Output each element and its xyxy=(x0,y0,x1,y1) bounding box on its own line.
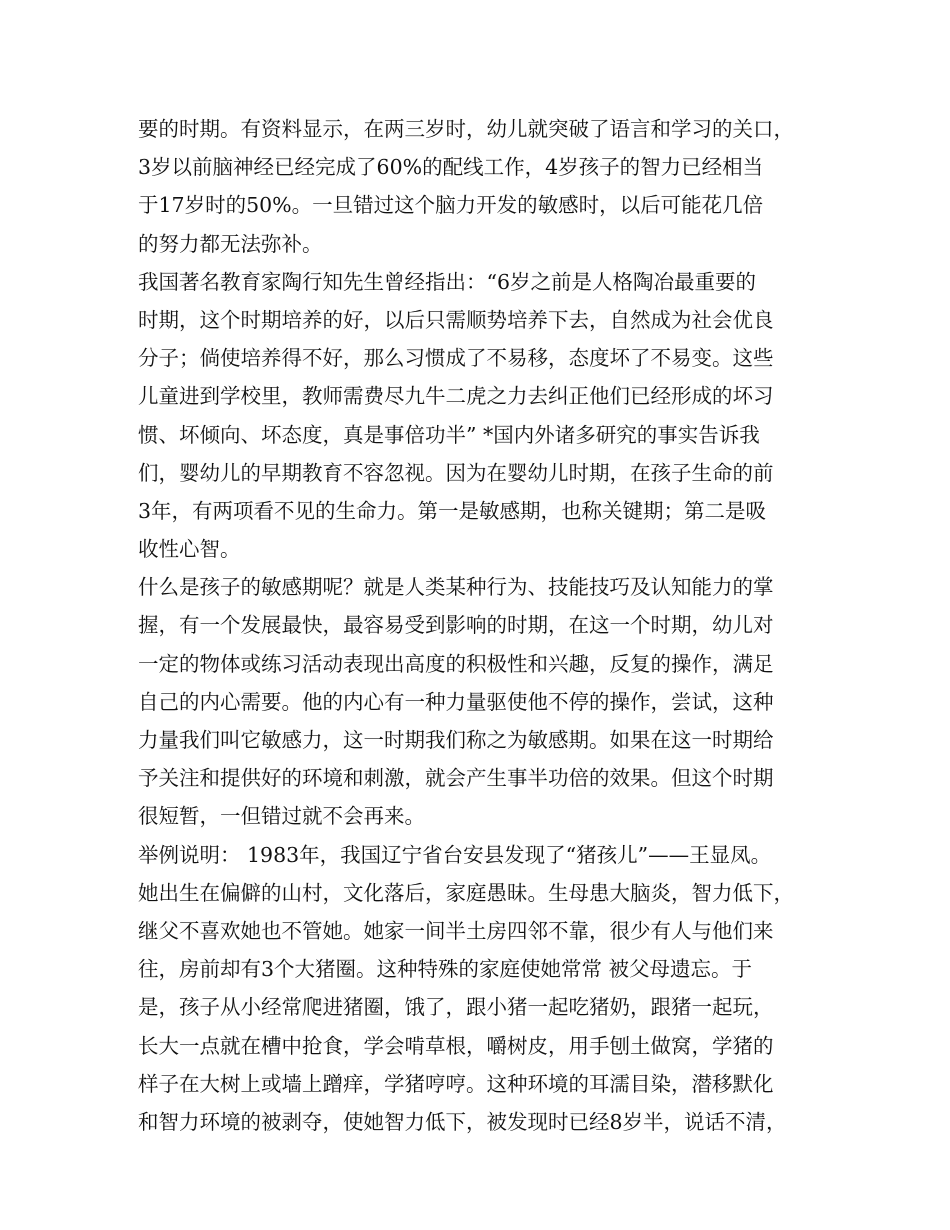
text-line: 什么是孩子的敏感期呢？就是人类某种行为、技能技巧及认知能力的掌 xyxy=(138,575,774,600)
text-line: 时期，这个时期培养的好，以后只需顺势培养下去，自然成为社会优良 xyxy=(138,307,774,332)
text-line: 很短暂，一但错过就不会再来。 xyxy=(138,804,425,829)
text-line: 自己的内心需要。他的内心有一种力量驱使他不停的操作，尝试，这种 xyxy=(138,689,774,714)
text-line: 收性心智。 xyxy=(138,537,241,562)
text-line: 力量我们叫它敏感力，这一时期我们称之为敏感期。如果在这一时期给 xyxy=(138,728,774,752)
text-line: 儿童进到学校里，教师需费尽九牛二虎之力去纠正他们已经形成的坏习 xyxy=(138,384,774,409)
text-line: 分子；倘使培养得不好，那么习惯成了不易移，态度坏了不易变。这些 xyxy=(138,346,774,371)
text-line: 是，孩子从小经常爬进猪圈，饿了，跟小猪一起吃猪奶，跟猪一起玩， xyxy=(138,995,774,1020)
text-line: 和智力环境的被剥夺，使她智力低下，被发现时已经8岁半，说话不清， xyxy=(138,1109,787,1134)
text-line: 要的时期。有资料显示，在两三岁时，幼儿就突破了语言和学习的关口， xyxy=(138,117,794,141)
text-line: 继父不喜欢她也不管她。她家一间半土房四邻不靠，很少有人与他们来 xyxy=(138,918,774,943)
text-line: 她出生在偏僻的山村，文化落后，家庭愚昧。生母患大脑炎，智力低下， xyxy=(138,880,794,905)
text-line: 惯、坏倾向、坏态度，真是事倍功半” *国内外诸多研究的事实告诉我 xyxy=(138,422,760,447)
text-line: 于17岁时的50%。一旦错过这个脑力开发的敏感时，以后可能花几倍 xyxy=(138,193,764,218)
text-line: 举例说明： 1983年，我国辽宁省台安县发现了“猪孩儿”——王显凤。 xyxy=(138,842,772,867)
text-line: 一定的物体或练习活动表现出高度的积极性和兴趣，反复的操作，满足 xyxy=(138,651,774,676)
text-line: 长大一点就在槽中抢食，学会啃草根，嚼树皮，用手刨土做窝，学猪的 xyxy=(138,1033,774,1058)
text-line: 样子在大树上或墙上蹭痒，学猪哼哼。这种环境的耳濡目染，潜移默化 xyxy=(138,1071,774,1096)
text-line: 们，婴幼儿的早期教育不容忽视。因为在婴幼儿时期，在孩子生命的前 xyxy=(138,460,774,485)
text-line: 握，有一个发展最快，最容易受到影响的时期，在这一个时期，幼儿对 xyxy=(138,613,774,638)
document-body xyxy=(138,110,828,1141)
text-line: 我国著名教育家陶行知先生曾经指出：“6岁之前是人格陶冶最重要的 xyxy=(138,269,757,294)
text-line: 的努力都无法弥补。 xyxy=(138,231,323,256)
text-line: 3岁以前脑神经已经完成了60%的配线工作，4岁孩子的智力已经相当 xyxy=(138,155,764,180)
text-line: 3年，有两项看不见的生命力。第一是敏感期，也称关键期；第二是吸 xyxy=(138,498,767,523)
text-line: 予关注和提供好的环境和刺激，就会产生事半功倍的效果。但这个时期 xyxy=(138,766,774,791)
text-line: 往，房前却有3个大猪圈。这种特殊的家庭使她常常 被父母遗忘。于 xyxy=(138,957,753,982)
